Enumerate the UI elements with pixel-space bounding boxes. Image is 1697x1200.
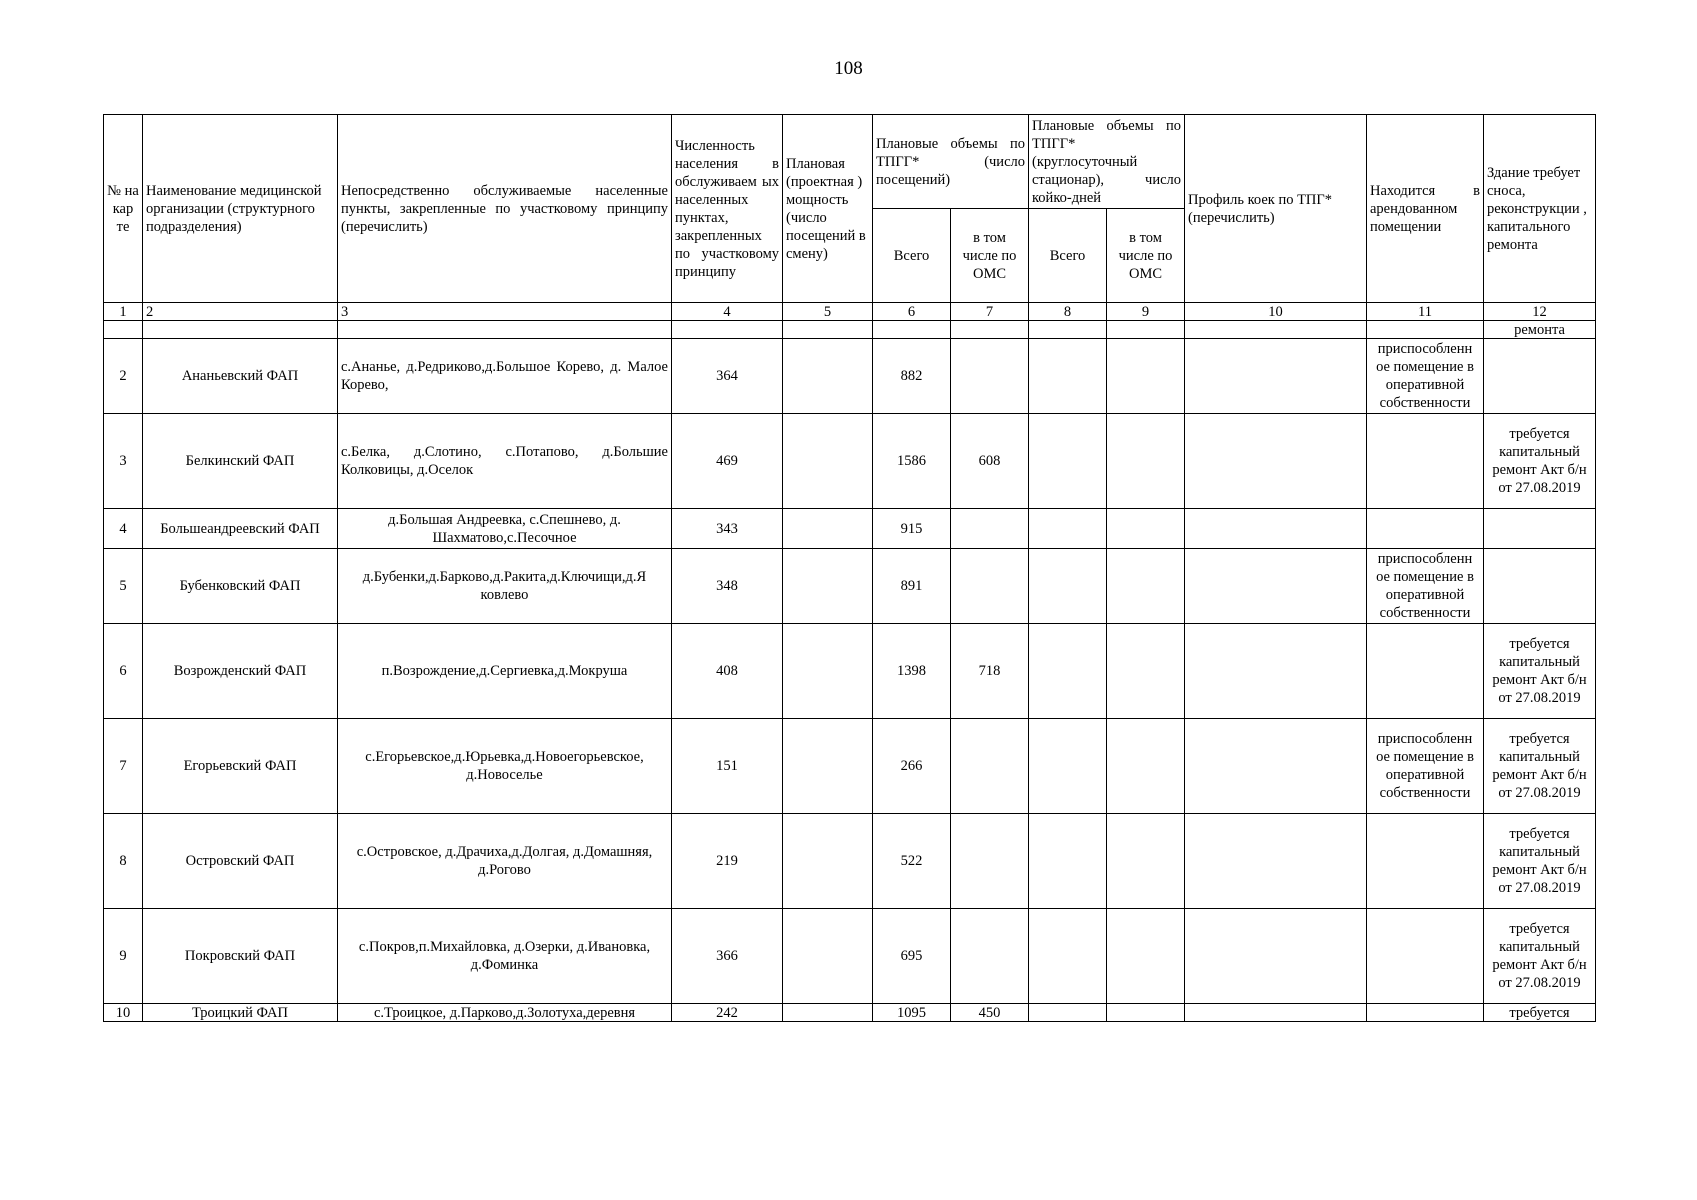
table-row: [104, 1004, 1596, 1022]
row-repair: [1484, 339, 1596, 414]
row-capacity: [783, 414, 873, 509]
row-repair: требуется капитальный ремонт Акт б/н от 27.08.2019: [1484, 814, 1596, 909]
table-row: [104, 814, 1596, 909]
col-number: 1: [104, 303, 143, 321]
row-name: Покровский ФАП: [143, 909, 338, 1004]
row-population: 366: [672, 909, 783, 1004]
row-repair: [1484, 509, 1596, 549]
row-num: 7: [104, 719, 143, 814]
row-total: 915: [873, 509, 951, 549]
row-total2: [1029, 814, 1107, 909]
column-numbers-row: [104, 303, 1596, 321]
col-number: 7: [951, 303, 1029, 321]
row-num: 4: [104, 509, 143, 549]
table-row: [104, 339, 1596, 414]
row-total: 266: [873, 719, 951, 814]
col-number: 6: [873, 303, 951, 321]
row-oms2: [1107, 624, 1185, 719]
carry-over-row: [104, 321, 1596, 339]
row-oms: [951, 509, 1029, 549]
row-oms2: [1107, 1004, 1185, 1022]
row-oms: 608: [951, 414, 1029, 509]
col-number: 8: [1029, 303, 1107, 321]
row-repair: [1484, 549, 1596, 624]
header-map-number: № на кар те: [104, 115, 143, 303]
row-oms: [951, 814, 1029, 909]
row-population: 151: [672, 719, 783, 814]
header-visits-oms: в том числе по ОМС: [951, 209, 1029, 303]
header-beddays-oms: в том числе по ОМС: [1107, 209, 1185, 303]
row-rented: [1367, 1004, 1484, 1022]
header-visits-volume: Плановые объемы по ТПГГ* (число посещений): [873, 115, 1029, 209]
row-oms2: [1107, 549, 1185, 624]
row-total: 1095: [873, 1004, 951, 1022]
row-repair: требуется капитальный ремонт Акт б/н от 27.08.2019: [1484, 414, 1596, 509]
header-rented: Находится в арендованном помещении: [1367, 115, 1484, 303]
row-name: Бубенковский ФАП: [143, 549, 338, 624]
row-name: Возрожденский ФАП: [143, 624, 338, 719]
row-total: 882: [873, 339, 951, 414]
row-name: Ананьевский ФАП: [143, 339, 338, 414]
row-rented: [1367, 909, 1484, 1004]
row-profile: [1185, 414, 1367, 509]
row-total: 522: [873, 814, 951, 909]
row-total: 1586: [873, 414, 951, 509]
row-oms2: [1107, 414, 1185, 509]
row-rented: приспособленн ое помещение в оперативной собственности: [1367, 339, 1484, 414]
row-rented: приспособленн ое помещение в оперативной собственности: [1367, 549, 1484, 624]
table-row: [104, 414, 1596, 509]
row-num: 2: [104, 339, 143, 414]
row-profile: [1185, 509, 1367, 549]
row-profile: [1185, 719, 1367, 814]
facilities-table: [103, 114, 1596, 1022]
header-capacity: Плановая (проектная ) мощность (число посещений в смену): [783, 115, 873, 303]
row-oms2: [1107, 909, 1185, 1004]
row-oms: [951, 339, 1029, 414]
table-row: [104, 624, 1596, 719]
row-name: Белкинский ФАП: [143, 414, 338, 509]
row-oms2: [1107, 509, 1185, 549]
row-repair: требуется капитальный ремонт Акт б/н от 27.08.2019: [1484, 624, 1596, 719]
row-rented: приспособленн ое помещение в оперативной собственности: [1367, 719, 1484, 814]
row-num: 9: [104, 909, 143, 1004]
header-repair: Здание требует сноса, реконструкции , капитального ремонта: [1484, 115, 1596, 303]
row-rented: [1367, 414, 1484, 509]
row-places: с.Островское, д.Драчиха,д.Долгая, д.Домашняя, д.Рогово: [338, 814, 672, 909]
row-total: 891: [873, 549, 951, 624]
row-population: 343: [672, 509, 783, 549]
row-total2: [1029, 549, 1107, 624]
col-number: 12: [1484, 303, 1596, 321]
row-rented: [1367, 814, 1484, 909]
col-number: 5: [783, 303, 873, 321]
row-num: 5: [104, 549, 143, 624]
row-places: с.Ананье, д.Редриково,д.Большое Корево, д. Малое Корево,: [338, 339, 672, 414]
row-places: п.Возрождение,д.Сергиевка,д.Мокруша: [338, 624, 672, 719]
row-name: Островский ФАП: [143, 814, 338, 909]
header-visits-total: Всего: [873, 209, 951, 303]
row-total2: [1029, 624, 1107, 719]
row-total2: [1029, 909, 1107, 1004]
row-total2: [1029, 414, 1107, 509]
row-population: 219: [672, 814, 783, 909]
col-number: 4: [672, 303, 783, 321]
header-beddays-volume: Плановые объемы по ТПГГ* (круглосуточный стационар), число койко-дней: [1029, 115, 1185, 209]
row-population: 408: [672, 624, 783, 719]
row-population: 348: [672, 549, 783, 624]
table-row: [104, 509, 1596, 549]
table-row: [104, 909, 1596, 1004]
row-total: 695: [873, 909, 951, 1004]
row-repair: требуется капитальный ремонт Акт б/н от 27.08.2019: [1484, 719, 1596, 814]
row-total2: [1029, 339, 1107, 414]
header-population: Численность населения в обслуживаем ых населенных пунктах, закрепленных по участковому принципу: [672, 115, 783, 303]
row-population: 242: [672, 1004, 783, 1022]
row-profile: [1185, 814, 1367, 909]
row-oms: 450: [951, 1004, 1029, 1022]
row-places: с.Белка, д.Слотино, с.Потапово, д.Большие Колковицы, д.Оселок: [338, 414, 672, 509]
row-population: 364: [672, 339, 783, 414]
row-total: 1398: [873, 624, 951, 719]
row-profile: [1185, 624, 1367, 719]
header-organization: Наименование медицинской организации (структурного подразделения): [143, 115, 338, 303]
carry-over-text: ремонта: [1484, 321, 1596, 339]
row-profile: [1185, 1004, 1367, 1022]
row-oms: 718: [951, 624, 1029, 719]
row-profile: [1185, 909, 1367, 1004]
row-rented: [1367, 509, 1484, 549]
col-number: 10: [1185, 303, 1367, 321]
row-profile: [1185, 339, 1367, 414]
row-total2: [1029, 509, 1107, 549]
row-oms2: [1107, 339, 1185, 414]
header-bed-profile: Профиль коек по ТПГ* (перечислить): [1185, 115, 1367, 303]
col-number: 3: [338, 303, 672, 321]
table-row: [104, 549, 1596, 624]
row-capacity: [783, 624, 873, 719]
row-capacity: [783, 1004, 873, 1022]
row-name: Егорьевский ФАП: [143, 719, 338, 814]
row-oms2: [1107, 719, 1185, 814]
row-num: 6: [104, 624, 143, 719]
row-oms: [951, 549, 1029, 624]
table-row: [104, 719, 1596, 814]
row-num: 8: [104, 814, 143, 909]
row-capacity: [783, 909, 873, 1004]
row-name: Большеандреевский ФАП: [143, 509, 338, 549]
row-capacity: [783, 339, 873, 414]
row-profile: [1185, 549, 1367, 624]
row-population: 469: [672, 414, 783, 509]
row-repair: требуется: [1484, 1004, 1596, 1022]
row-capacity: [783, 814, 873, 909]
row-total2: [1029, 719, 1107, 814]
row-repair: требуется капитальный ремонт Акт б/н от 27.08.2019: [1484, 909, 1596, 1004]
row-capacity: [783, 549, 873, 624]
row-oms: [951, 719, 1029, 814]
row-places: с.Троицкое, д.Парково,д.Золотуха,деревня: [338, 1004, 672, 1022]
row-total2: [1029, 1004, 1107, 1022]
row-capacity: [783, 719, 873, 814]
row-capacity: [783, 509, 873, 549]
row-places: с.Покров,п.Михайловка, д.Озерки, д.Ивановка, д.Фоминка: [338, 909, 672, 1004]
row-places: д.Большая Андреевка, с.Спешнево, д. Шахматово,с.Песочное: [338, 509, 672, 549]
row-num: 10: [104, 1004, 143, 1022]
row-num: 3: [104, 414, 143, 509]
row-places: д.Бубенки,д.Барково,д.Ракита,д.Ключищи,д.Я ковлево: [338, 549, 672, 624]
page-number: 108: [834, 58, 863, 79]
row-name: Троицкий ФАП: [143, 1004, 338, 1022]
header-beddays-total: Всего: [1029, 209, 1107, 303]
row-oms2: [1107, 814, 1185, 909]
row-oms: [951, 909, 1029, 1004]
row-rented: [1367, 624, 1484, 719]
header-settlements: Непосредственно обслуживаемые населенные пункты, закрепленные по участковому принципу (перечислить): [338, 115, 672, 303]
col-number: 9: [1107, 303, 1185, 321]
col-number: 2: [143, 303, 338, 321]
row-places: с.Егорьевское,д.Юрьевка,д.Новоегорьевское, д.Новоселье: [338, 719, 672, 814]
col-number: 11: [1367, 303, 1484, 321]
